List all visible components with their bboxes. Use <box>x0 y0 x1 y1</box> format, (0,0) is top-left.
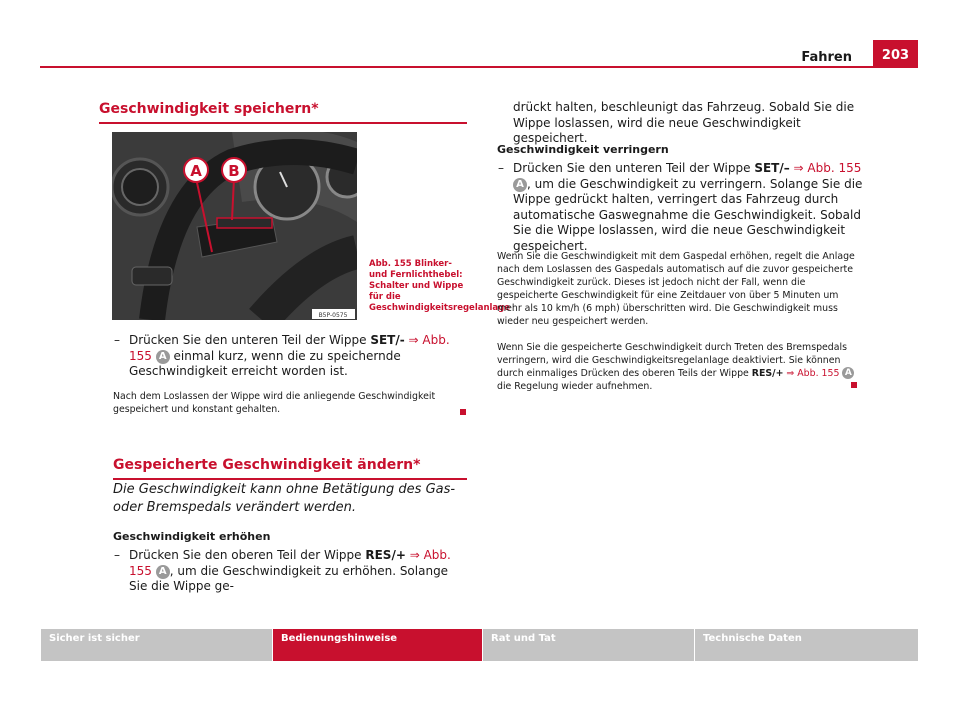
section-end-marker <box>851 382 857 388</box>
text-pre: Drücken Sie den unteren Teil der Wippe <box>513 161 755 175</box>
text-post: , um die Geschwindigkeit zu verringern. Solange Sie die Wippe gedrückt halten, verringert das Fahrzeug durch automatische Gaswegnahme die Geschwindigkeit. Sobald Sie die Wippe loslassen, wird die neue Geschwindigkeit gespeichert. <box>513 176 863 253</box>
list-item-text <box>129 333 466 380</box>
note-paragraph-2: Wenn Sie die Geschwindigkeit mit dem Gaspedal erhöhen, regelt die Anlage nach dem Loslassen des Gaspedals automatisch auf die zuvor gespeicherte Geschwindigkeit zurück. Dieses ist jedoch nicht der Fall, wenn die gespeicherte Geschwindigkeit für eine Zeitdauer von über 5 Minuten um mehr als 10 km/h (6 mph) überschritten wird. Die Geschwindigkeit muss wieder neu gespeichert werden. <box>497 251 855 327</box>
text-pre: Drücken Sie den oberen Teil der Wippe <box>129 548 366 562</box>
heading-speichern-block <box>99 101 467 124</box>
section-end-marker <box>460 409 466 415</box>
callout-badge: A <box>513 178 527 192</box>
note-text: Nach dem Loslassen der Wippe wird die anliegende Geschwindigkeit gespeichert und konstant gehalten. <box>113 391 436 415</box>
dash: – <box>114 333 120 347</box>
figure-abb-155 <box>112 132 357 320</box>
figure-code: B5P-0575 <box>318 312 348 319</box>
text-pre: Wenn Sie die gespeicherte Geschwindigkeit durch Treten des Bremspedals verringern, wird die Geschwindigkeitsregelanlage deaktiviert. Sie können durch einmaliges Drücken des oberen Teils der Wippe <box>497 342 847 379</box>
section-title: Fahren <box>801 50 852 65</box>
note-paragraph-3 <box>497 341 857 393</box>
list-item-text <box>129 548 466 595</box>
figure-link[interactable]: ⇒ Abb. 155 <box>129 548 451 578</box>
note-paragraph-1 <box>113 390 453 416</box>
footer-tab-technische-daten[interactable]: Technische Daten <box>695 629 918 661</box>
list-item-set-minus <box>114 333 466 380</box>
heading-gespeicherte-geschwindigkeit: Gespeicherte Geschwindigkeit ändern* <box>113 457 421 473</box>
dash: – <box>498 161 504 175</box>
subheading-verringern: Geschwindigkeit verringern <box>497 143 669 156</box>
heading-aendern-block <box>113 457 467 480</box>
callout-badge: A <box>156 565 170 579</box>
intro-text: Die Geschwindigkeit kann ohne Betätigung des Gas- oder Bremspedals verändert werden. <box>113 482 456 515</box>
key-label: SET/– <box>754 161 790 175</box>
list-item-text <box>513 161 866 254</box>
figure-caption: Abb. 155 Blinker- und Fernlichthebel: Schalter und Wippe für die Geschwindigkeitsregelanlage <box>369 259 511 313</box>
steering-column-illustration <box>112 132 357 320</box>
key-label: RES/+ <box>751 368 784 379</box>
list-item-res-plus <box>114 548 466 595</box>
key-label: SET/- <box>370 333 405 347</box>
footer-tab-sicher[interactable]: Sicher ist sicher <box>41 629 272 661</box>
heading-geschwindigkeit-speichern: Geschwindigkeit speichern* <box>99 101 319 117</box>
continuation-text: drückt halten, beschleunigt das Fahrzeug. Sobald Sie die Wippe loslassen, wird die neue Geschwindigkeit gespeichert. <box>513 100 855 145</box>
dash: – <box>114 548 120 562</box>
figure-link[interactable]: ⇒ Abb. 155 <box>789 161 862 175</box>
heading-rule <box>113 478 467 480</box>
footer-tab-bedienungshinweise[interactable]: Bedienungshinweise <box>273 629 482 661</box>
heading-rule <box>99 122 467 124</box>
text-pre: Drücken Sie den unteren Teil der Wippe <box>129 333 371 347</box>
figure-link[interactable]: ⇒ Abb. 155 <box>783 368 843 379</box>
callout-a-label: A <box>190 162 202 180</box>
list-item-set-dash <box>498 161 866 254</box>
header-rule <box>40 66 918 68</box>
callout-badge: A <box>156 350 170 364</box>
key-label: RES/+ <box>365 548 406 562</box>
text-post: die Regelung wieder aufnehmen. <box>497 381 653 392</box>
page-number: 203 <box>873 40 918 66</box>
text-post: , um die Geschwindigkeit zu erhöhen. Solange Sie die Wippe ge- <box>129 563 449 593</box>
footer-tab-rat-und-tat[interactable]: Rat und Tat <box>483 629 694 661</box>
text-post: einmal kurz, wenn die zu speichernde Geschwindigkeit erreicht worden ist. <box>129 348 401 378</box>
figure-link[interactable]: ⇒ Abb. 155 <box>129 333 450 363</box>
callout-b-label: B <box>228 162 240 180</box>
callout-badge: A <box>842 367 854 379</box>
subheading-erhoehen: Geschwindigkeit erhöhen <box>113 530 271 543</box>
